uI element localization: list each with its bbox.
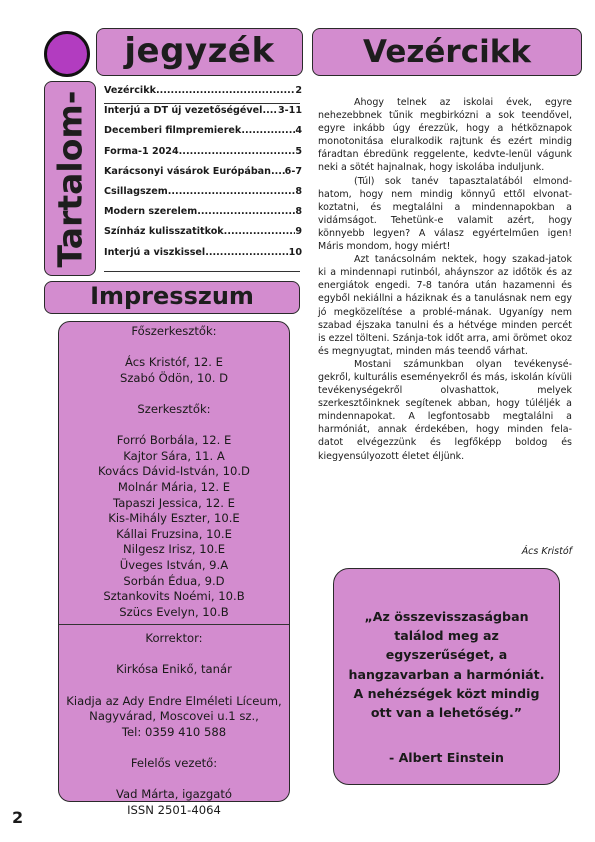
quote-author: - Albert Einstein [388,750,505,765]
toc-item[interactable]: Színház kulisszatitkok ..... 9 [104,225,302,245]
editor: Üveges István, 9.A [119,557,229,572]
editorial-paragraph: Mostani számunkban olyan tevékenysé-gekről, kulturális eseményekről és más, iskolán kívüli tevékenységekről olvashattok, melyek szerkesztőinknek segítenek abban, hogy túléljék a mindennapokat. A legfontosabb megtalálni a harmóniát, annak érdekében, hogy minden fela-datot elvégezzünk és legfőképp boldog és kiegyensúlyozott életet éljünk. [318,358,572,462]
impresszum-title-box [44,281,300,314]
responsible-label: Felelős vezető: [130,756,218,771]
editorial-title: Vezércikk [363,34,531,70]
impresszum-title: Impresszum [90,282,254,310]
impresszum-divider [59,624,289,625]
toc-item[interactable]: Csillagszem ..... 8 [104,185,302,205]
editorial-paragraph: (Túl) sok tanév tapasztalatából elmond-hatom, hogy nem mindig könnyű ettől elvonat-koztatni, és megtalálni a mindennapokban a vidámságot. Tehetünk-e valamit azért, hogy könnyebb legyen? A válasz egyértelműen igen! Máris mondom, hogy miért! [318,175,572,253]
responsible-line: ISSN 2501-4064 [127,802,221,817]
toc-item[interactable]: Karácsonyi vásárok Európában ..... 6-7 [104,165,302,185]
toc-side-title-box [44,81,96,276]
toc-side-title: Tartalom- [50,90,90,267]
chief-editor: Ács Kristóf, 12. E [125,355,223,370]
publisher-line: Tel: 0359 410 588 [121,724,227,739]
toc-item[interactable]: Interjú a DT új vezetőségével ..... 3-11 [104,104,302,124]
editor: Tapaszi Jessica, 12. E [113,495,235,510]
editor: Sztankovits Noémi, 10.B [103,589,245,604]
responsible-line: Vad Márta, igazgató [116,787,232,802]
editor: Kovács Dávid-István, 10.D [98,464,250,479]
toc-item[interactable]: Interjú a viszkissel ..... 10 [104,246,302,266]
toc-title-box [96,28,303,76]
editorial-paragraph: Ahogy telnek az iskolai évek, egyre nehezebbnek tűnik megbirkózni a sok teendővel, egyre inkább úgy érezzük, hogy a hétköznapok monotonitása eluralkodik rajtunk és ezért mindig fáradtan ébredünk reggelente, kedvte-lenül vágunk neki a sötét hajnalnak, hogy iskolába induljunk. [318,97,572,174]
editorial-paragraph: Azt tanácsolnám nektek, hogy szakad-jatok ki a mindennapi rutinból, aháynszor az időtök és az energiátok engedi. 7-8 tanóra után hazamenni és egyből nekiállni a háziknak és a tanulásnak nem egy jó megközelítése a problé-mának. Ugyanígy nem szabad éjszaka tanulni és a hétvége minden percét is ezzel tölteni. Szánja-tok időt arra, ami örömet okoz és megnyugtat, minden más teendő várhat. [318,254,572,357]
chief-editor: Szabó Ödön, 10. D [119,370,229,385]
publisher-line: Kiadja az Ady Endre Elméleti Líceum, [66,693,282,708]
table-of-contents [104,84,302,266]
toc-divider [104,103,300,104]
editorial-title-box [312,28,582,76]
editor: Kajtor Sára, 11. A [123,448,225,463]
chief-editors-section [59,324,289,620]
chief-editors-label: Főszerkesztők: [131,324,217,338]
toc-title: jegyzék [124,31,275,71]
page-number: 2 [12,808,24,827]
editor: Nilgesz Irisz, 10.E [122,542,226,557]
editorial-signature: Ács Kristóf [521,546,572,557]
publisher-line: Nagyvárad, Moscovei u.1 sz., [89,709,259,724]
editor: Sorbán Édua, 9.D [123,573,225,588]
proofreader-section [59,631,289,818]
impresszum-box [58,321,290,817]
editorial-body [318,96,572,463]
quote-box [333,568,560,785]
toc-item[interactable]: Forma-1 2024 ..... 5 [104,145,302,165]
editor: Kállai Fruzsina, 10.E [116,526,232,541]
editor: Molnár Mária, 12. E [117,479,231,494]
toc-item[interactable]: Decemberi filmpremierek ..... 4 [104,124,302,144]
proofreader-label: Korrektor: [145,631,203,646]
toc-divider [104,271,300,272]
editor: Kis-Mihály Eszter, 10.E [108,511,240,526]
decorative-circle-icon [44,31,90,77]
proofreader: Kirkósa Enikő, tanár [116,662,232,677]
editors-label: Szerkesztők: [137,401,211,416]
quote-text: „Az összevisszaságban találod meg az egyszerűséget, a hangzavarban a harmóniát. A nehézségek közt mindig ott van a lehetőség.” [348,609,545,721]
editor: Szücs Evelyn, 10.B [119,604,229,619]
toc-item[interactable]: Modern szerelem ..... 8 [104,205,302,225]
editor: Forró Borbála, 12. E [116,433,232,448]
toc-item[interactable]: Vezércikk ..... 2 [104,84,302,104]
